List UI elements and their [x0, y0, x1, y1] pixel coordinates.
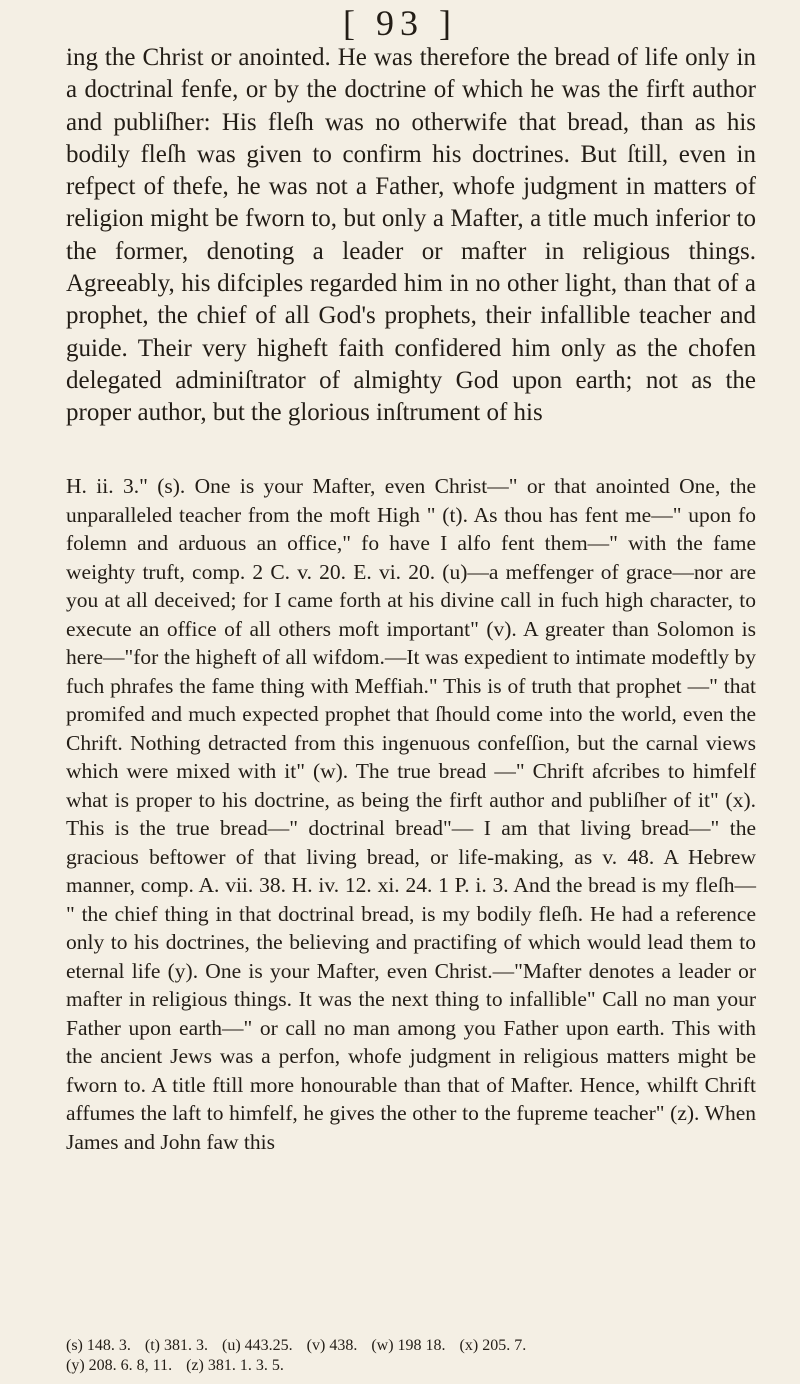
footnote: (y) 208. 6. 8, 11.: [66, 1357, 173, 1374]
footnote: (x) 205. 7.: [459, 1337, 527, 1354]
commentary-paragraph: H. ii. 3." (s). One is your Mafter, even Christ—" or that anointed One, the unparalleled teacher from the moft High " (t). As thou has fent me—" upon fo folemn and arduous an office," fo have I alfo fent them—" with the fame weighty truft, comp. 2 C. v. 20. E. vi. 20. (u)—a meffenger of grace—nor are you at all deceived; for I came forth at his divine call in fuch high character, to execute an office of all others moft important" (v). A greater than Solomon is here—"for the higheft of all wifdom.—It was expedient to intimate modeftly by fuch phrafes the fame thing with Meffiah." This is of truth that prophet —" that promifed and much expected prophet that ſhould come into the world, even the Chrift. Nothing detracted from this ingenuous confeſſion, but the carnal views which were mixed with it" (w). The true bread —" Chrift afcribes to himfelf what is proper to his doctrine, as being the firft author and publiſher of it" (x). This is the true bread—" doctrinal bread"— I am that living bread—" the gracious beftower of that living bread, or life-making, as v. 48. A Hebrew manner, comp. A. vii. 38. H. iv. 12. xi. 24. 1 P. i. 3. And the bread is my fleſh— " the chief thing in that doctrinal bread, is my bodily fleſh. He had a reference only to his doctrines, the believing and practifing of which would lead them to eternal life (y). One is your Mafter, even Christ.—"Mafter denotes a leader or mafter in religious things. It was the next thing to infallible" Call no man your Father upon earth—" or call no man among you Father upon earth. This with the ancient Jews was a perfon, whofe judgment in religious matters might be fworn to. A title ftill more honourable than that of Mafter. Hence, whilft Chrift affumes the laft to himfelf, he gives the other to the fupreme teacher" (z). When James and John faw this: [66, 474, 756, 1154]
footnote: (w) 198 18.: [371, 1337, 446, 1354]
footnote: (v) 438.: [306, 1337, 358, 1354]
main-paragraph: ing the Christ or anointed. He was therefore the bread of life only in a doctrinal fenfe, or by the doctrine of which he was the firft author and publiſher: His fleſh was no otherwife that bread, than as his bodily fleſh was given to confirm his doctrines. But ſtill, even in refpect of thefe, he was not a Father, whofe judgment in matters of religion might be fworn to, but only a Mafter, a title much inferior to the former, denoting a leader or mafter in religious things. Agreeably, his difciples regarded him in no other light, than that of a prophet, the chief of all God's prophets, their infallible teacher and guide. Their very higheft faith confidered him only as the chofen delegated adminiſtrator of almighty God upon earth; not as the proper author, but the glorious inſtrument of his: [66, 44, 756, 427]
footnote: (z) 381. 1. 3. 5.: [186, 1357, 284, 1374]
footnote: (s) 148. 3.: [66, 1337, 131, 1354]
page-number: [ 93 ]: [343, 3, 457, 43]
footnotes: [66, 1336, 756, 1376]
footnote: (u) 443.25.: [222, 1337, 293, 1354]
footnote: (t) 381. 3.: [144, 1337, 208, 1354]
